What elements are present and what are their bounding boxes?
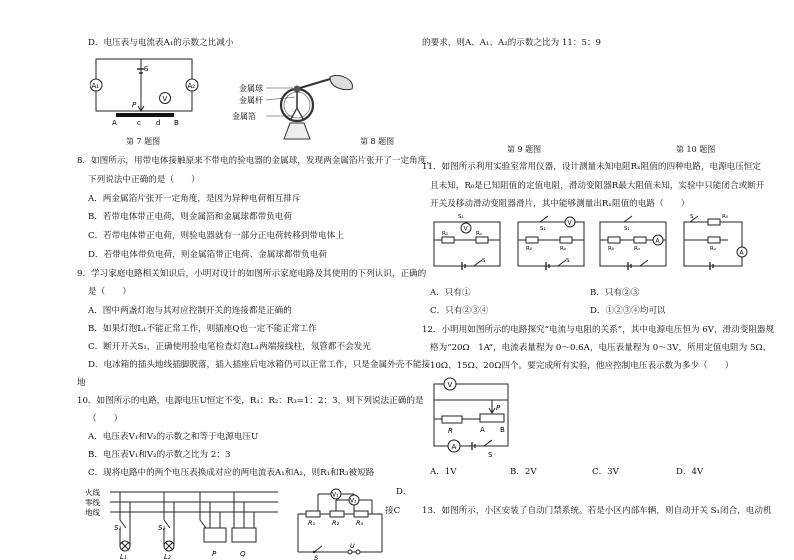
label-s2: S₂ <box>158 524 166 532</box>
c1-label-rx: Rₓ <box>476 231 483 237</box>
c3-label-rx: Rₓ <box>634 246 641 252</box>
hand-icon <box>330 75 353 89</box>
label-rod: 金属杆 <box>239 96 263 105</box>
q9-option-b: B．如果灯泡L₁不能正常工作，则插座Q也一定不能正常工作 <box>88 324 317 334</box>
label-p: P <box>496 404 501 412</box>
q8-stem-line1: 8．如图所示，用带电体接触原来不带电的验电器的金属球，发现两金属箔片张开了一定角度， <box>77 156 435 166</box>
label-d: d <box>156 119 161 127</box>
resistor-r <box>442 416 462 423</box>
c4-label-rx: Rₓ <box>710 246 717 252</box>
label-a: A <box>112 119 117 127</box>
c1-label-v: V <box>463 225 468 233</box>
label-b-pin: B <box>500 426 505 434</box>
q10-option-d-mark: D． <box>396 487 412 497</box>
q9-stem-line1: 9．学习家庭电路相关知识后，小明对设计的如图所示家庭电路及其使用的下列认识，正确的 <box>77 269 427 279</box>
c2-label-s: S <box>566 258 570 264</box>
label-ammeter: A <box>451 443 457 451</box>
label-v: V <box>447 381 453 389</box>
label-s: S <box>144 65 149 73</box>
q9-stem-line2: 是（ ） <box>88 287 131 297</box>
label-s1: S₁ <box>114 524 122 532</box>
q10-stem-line2: （ ） <box>88 414 123 424</box>
label-c: c <box>137 119 141 127</box>
fig8-electroscope <box>226 75 376 147</box>
label-s: S <box>488 451 493 458</box>
q11-stem-line3: 开关及移动滑动变阻器滑片，其中能够测量出Rₓ阻值的电路（ ） <box>430 199 690 209</box>
q10-option-b: B．电压表V₁和V₂的示数之比为 2：3 <box>88 450 231 460</box>
c1-label-r0: R₀ <box>442 231 449 237</box>
label-p: P <box>132 101 137 109</box>
c3-label-a: A <box>655 237 660 245</box>
label-v1: V₁ <box>332 491 339 499</box>
fig9-household-circuit <box>82 486 282 560</box>
c3-label-s1: S₁ <box>624 226 630 232</box>
c2-label-v: V <box>567 219 572 227</box>
resistor-r3 <box>354 511 368 517</box>
q7-option-d: D．电压表与电流表A₁的示数之比减小 <box>88 38 234 48</box>
q11-stem-line2: 且未知，R₀是已知阻值的定值电阻，滑动变阻器R最大阻值未知，实验中只能闭合或断开 <box>430 181 765 191</box>
c1-label-s1: S₁ <box>458 214 464 220</box>
q11-stem-line1: 11．如图所示利用实验室常用仪器，设计测量未知电阻Rₓ阻值的四种电路，电源电压恒定 <box>422 162 762 172</box>
fig9-caption: 第 9 题图 <box>507 145 542 154</box>
circuit-4 <box>684 222 742 266</box>
resistor-r1 <box>306 511 320 517</box>
socket-p <box>204 528 226 542</box>
fig12-circuit <box>428 372 528 458</box>
q12-option-d: D．4V <box>676 467 704 477</box>
label-l1: L₁ <box>120 553 127 560</box>
rheostat <box>480 414 504 422</box>
q10-option-d-tail: 接C <box>385 506 401 516</box>
label-neutral: 零线 <box>85 498 100 507</box>
c2-label-r0: R₀ <box>526 246 533 252</box>
label-v: V <box>162 95 168 103</box>
label-ground: 地线 <box>85 508 100 517</box>
fig10-caption: 第 10 题图 <box>676 145 716 154</box>
label-u: U <box>350 542 355 550</box>
label-a-pin: A <box>480 426 485 434</box>
label-ball: 金属球 <box>239 84 263 93</box>
c4-label-s: S <box>690 214 694 220</box>
c4-label-a: A <box>739 249 744 257</box>
fig11-circuits <box>428 210 750 272</box>
fig7-caption: 第 7 题图 <box>126 137 161 146</box>
label-b: B <box>174 119 179 127</box>
label-l2: L₂ <box>164 553 171 560</box>
label-r2: R₂ <box>332 519 340 527</box>
q10-option-c: C．现将电路中的两个电压表换成对应的两电流表A₁和A₂，则R₁和R₃被短路 <box>88 468 375 478</box>
q12-option-b: B．2V <box>510 467 537 477</box>
circuit-2 <box>518 219 584 266</box>
q13-stem: 13．如图所示，小区安装了自动门禁系统。若是小区内部车辆，则自动开关 S₁闭合，电动机 <box>422 506 772 516</box>
label-r1: R₁ <box>308 519 316 527</box>
label-s: S <box>314 554 319 560</box>
q8-option-b: B．若带电体带正电荷，则金属箔和金属球都带负电荷 <box>88 212 292 222</box>
c2-label-s1: S₁ <box>540 226 546 232</box>
fig8-caption: 第 8 题图 <box>360 137 395 146</box>
q8-option-c: C．若带电体带正电荷，则验电器就有一部分正电荷转移到带电体上 <box>88 231 344 241</box>
label-r3: R₃ <box>356 519 364 527</box>
q9-option-c: C．断开开关S₁，正确使用验电笔检查灯泡L₁两端接线柱，氖管都不会发光 <box>88 342 371 352</box>
fig7-circuit <box>90 55 202 127</box>
c1-label-s: S <box>482 258 486 264</box>
q11-option-b: B．只有②③ <box>590 288 640 298</box>
resistor-r2 <box>330 511 344 517</box>
fig10-circuit <box>292 486 388 560</box>
label-p: P <box>212 550 217 558</box>
label-v2: V₂ <box>350 497 357 505</box>
q11-option-a: A．只有① <box>430 288 471 298</box>
socket-q <box>232 528 256 542</box>
c3-label-r0: R₀ <box>608 246 615 252</box>
label-r: R <box>448 427 453 435</box>
switch-s <box>314 546 322 552</box>
q8-option-d: D．若带电体带负电荷，则金属箔带正电荷、金属球都带负电荷 <box>88 250 327 260</box>
q9-option-d-line1: D．电冰箱的插头地线插脚脱落，插入插座后电冰箱仍可以正常工作，只是金属外壳不能接 <box>88 360 431 370</box>
q12-stem-line1: 12．小明用如图所示的电路探究“电流与电阻的关系”，其中电源电压恒为 6V，滑动变阻器规 <box>422 325 775 335</box>
slide-rheostat <box>116 113 174 117</box>
q12-option-a: A．1V <box>430 467 457 477</box>
q9-option-a: A．图中两盏灯泡与其对应控制开关的连接都是正确的 <box>88 306 292 316</box>
label-foil: 金属箔 <box>232 112 256 121</box>
label-a1: A₁ <box>91 82 100 90</box>
label-q: Q <box>240 550 246 558</box>
switch-s <box>484 440 492 446</box>
q10-option-a: A．电压表V₁和V₂的示数之和等于电源电压U <box>88 432 259 442</box>
q12-stem-line3: 10Ω、15Ω、20Ω四个。要完成所有实验，他应控制电压表示数为多少（ ） <box>430 361 734 371</box>
q8-option-a: A．两金属箔片张开一定角度，是因为异种电荷相互排斥 <box>88 194 301 204</box>
label-live: 火线 <box>85 488 100 497</box>
q11-option-c: C．只有②③④ <box>430 306 489 316</box>
q12-stem-line2: 格为“20Ω 1A”，电流表量程为 0～0.6A，电压表量程为 0～3V，所用定值电阻为 5Ω、 <box>430 343 772 353</box>
label-a2: A₂ <box>187 82 196 90</box>
q8-stem-line2: 下列说法中正确的是（ ） <box>88 175 200 185</box>
q10-continuation: 的要求，则A、A₁、A₂的示数之比为 11：5：9 <box>422 38 602 48</box>
q9-option-d-line2: 地 <box>77 378 86 388</box>
q12-option-c: C．3V <box>592 467 619 477</box>
q10-stem-line1: 10．如图所示的电路，电源电压U恒定不变，R₁：R₂：R₃=1：2：3，则下列说法正确的是 <box>77 396 424 406</box>
q11-option-d: D．①②③④均可以 <box>590 306 666 316</box>
c2-label-rx: Rₓ <box>560 246 567 252</box>
c4-label-r0: R₀ <box>722 214 729 220</box>
